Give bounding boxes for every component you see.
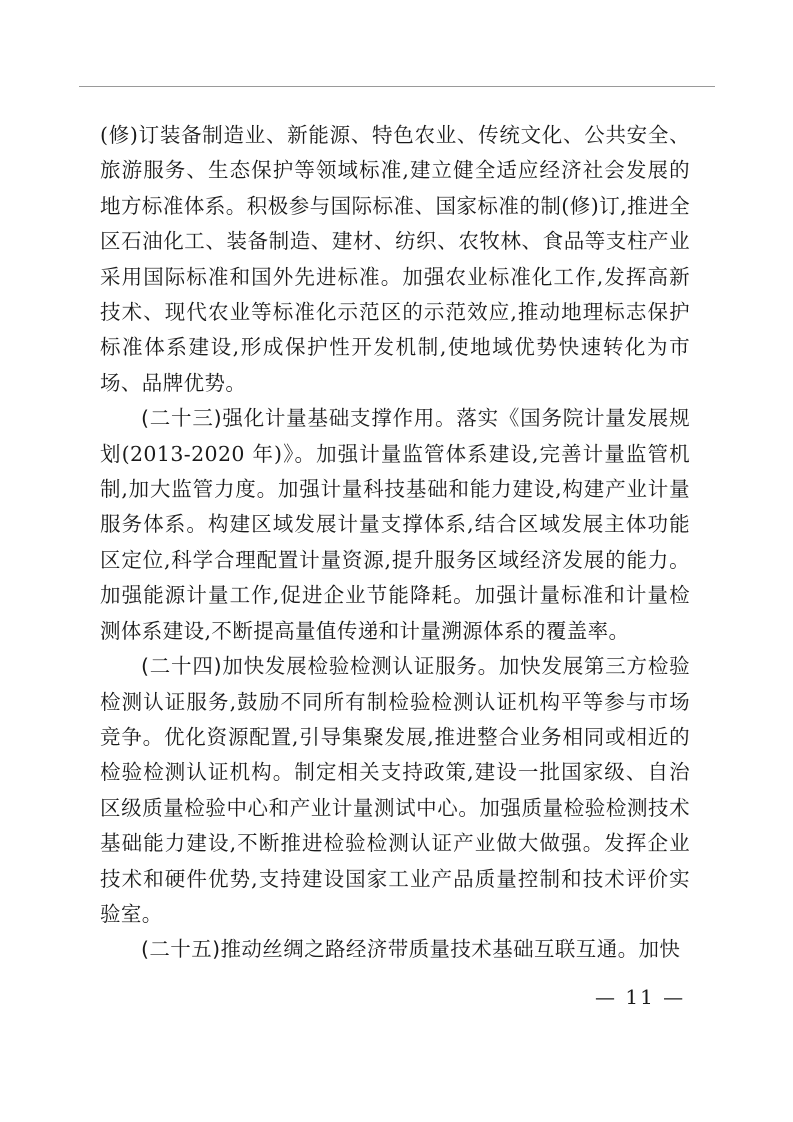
- header-rule: [79, 86, 715, 87]
- page-number: — 11 —: [595, 985, 686, 1009]
- document-body: [100, 118, 690, 968]
- intro-paragraph: (修)订装备制造业、新能源、特色农业、传统文化、公共安全、旅游服务、生态保护等领域标准,建立健全适应经济社会发展的地方标准体系。积极参与国际标准、国家标准的制(修)订,推进全区石油化工、装备制造、建材、纺织、农牧林、食品等支柱产业采用国际标准和国外先进标准。加强农业标准化工作,发挥高新技术、现代农业等标准化示范区的示范效应,推动地理标志保护标准体系建设,形成保护性开发机制,使地域优势快速转化为市场、品牌优势。: [100, 123, 690, 395]
- section-25: [100, 932, 690, 967]
- section-25-heading: (二十五)推动丝绸之路经济带质量技术基础互联互通。: [141, 937, 639, 962]
- section-24: [100, 649, 690, 932]
- section-23: [100, 401, 690, 649]
- section-23-body: 落实《国务院计量发展规划(2013-2020 年)》。加强计量监管体系建设,完善计量监管机制,加大监管力度。加强计量科技基础和能力建设,构建产业计量服务体系。构建区域发展计量支撑体系,结合区域发展主体功能区定位,科学合理配置计量资源,提升服务区域经济发展的能力。加强能源计量工作,促进企业节能降耗。加强计量标准和计量检测体系建设,不断提高量值传递和计量溯源体系的覆盖率。: [100, 406, 690, 643]
- section-24-heading: (二十四)加快发展检验检测认证服务。: [141, 654, 499, 679]
- section-23-heading: (二十三)强化计量基础支撑作用。: [141, 406, 457, 431]
- section-24-body: 加快发展第三方检验检测认证服务,鼓励不同所有制检验检测认证机构平等参与市场竞争。优化资源配置,引导集聚发展,推进整合业务相同或相近的检验检测认证机构。制定相关支持政策,建设一批国家级、自治区级质量检验中心和产业计量测试中心。加强质量检验检测技术基础能力建设,不断推进检验检测认证产业做大做强。发挥企业技术和硬件优势,支持建设国家工业产品质量控制和技术评价实验室。: [100, 654, 690, 926]
- section-25-body: 加快: [638, 937, 681, 962]
